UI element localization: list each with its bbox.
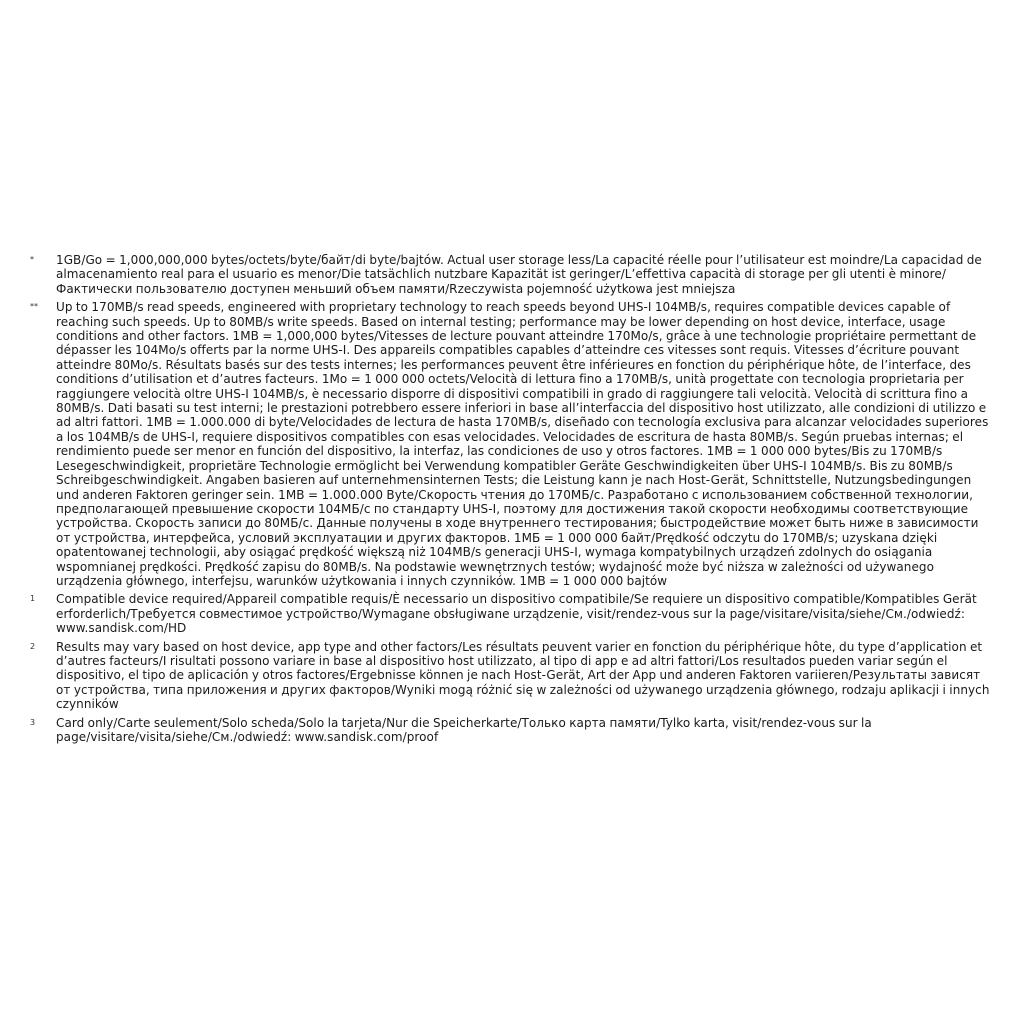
footnote-text: Up to 170MB/s read speeds, engineered with proprietary technology to reach speeds beyond UHS-I 104MB/s, requires compatible devices capable of reaching such speeds. Up to 80MB/s write speeds. Based on internal testing; performance may be lower depending on host device, interface, usage conditions and other factors. 1MB = 1,000,000 bytes/Vitesses de lecture pouvant atteindre 170Mo/s, grâce à une technologie propriétaire permettant de dépasser les 104Mo/s offerts par la norme UHS-I. Des appareils compatibles capables d’atteindre ces vitesses sont requis. Vitesses d’écriture pouvant atteindre 80Mo/s. Résultats basés sur des tests internes; les performances peuvent être inférieures en fonction du périphérique hôte, de l’interface, des conditions d’utilisation et d’autres facteurs. 1Mo = 1 000 000 octets/Velocità di lettura fino a 170MB/s, unità progettate con tecnologia proprietaria per raggiungere velocità oltre UHS-I 104MB/s, è necessario disporre di dispositivi compatibili in grado di raggiungere tali velocità. Velocità di scrittura fino a 80MB/s. Dati basati su test interni; le prestazioni potrebbero essere inferiori in base all’interfaccia del dispositivo host utilizzato, alle condizioni di utilizzo e ad altri fattori. 1MB = 1.000.000 di byte/Velocidades de lectura de hasta 170MB/s, diseñado con tecnología exclusiva para alcanzar velocidades superiores a los 104MB/s de UHS-I, requiere dispositivos compatibles con esas velocidades. Velocidades de escritura de hasta 80MB/s. Según pruebas internas; el rendimiento puede ser menor en función del dispositivo, la interfaz, las condiciones de uso y otros factores. 1MB = 1 000 000 bytes/Bis zu 170MB/s Lesegeschwindigkeit, proprietäre Technologie ermöglicht bei Verwendung kompatibler Geräte Geschwindigkeiten über UHS-I 104MB/s. Bis zu 80MB/s Schreibgeschwindigkeit. Angaben basieren auf unternehmensinternen Tests; die Leistung kann je nach Host-Gerät, Schnittstelle, Nutzungsbedingungen und anderen Faktoren geringer sein. 1MB = 1.000.000 Byte/Скорость чтения до 170МБ/с. Разработано с использованием собственной технологии, предполагающей превышение скорости 104МБ/с по стандарту UHS-I, поэтому для достижения такой скорости необходимы соответствующие устройства. Скорость записи до 80МБ/с. Данные получены в ходе внутреннего тестирования; быстродействие может быть ниже в зависимости от устройства, интерфейса, условий эксплуатации и других факторов. 1МБ = 1 000 000 байт/Prędkość odczytu do 170MB/s; uzyskana dzięki opatentowanej technologii, aby osiągać prędkość większą niż 104MB/s generacji UHS-I, wymaga kompatybilnych urządzeń zdolnych do osiągania wspomnianej prędkości. Prędkość zapisu do 80MB/s. Na podstawie wewnętrznych testów; wydajność może być niższa w zależności od używanego urządzenia głównego, interfejsu, warunków użytkowania i innych czynników. 1MB = 1 000 000 bajtów	[56, 300, 989, 588]
footnote-results-vary	[30, 640, 996, 712]
footnote-text: Results may vary based on host device, app type and other factors/Les résultats peuvent varier en fonction du périphérique hôte, du type d’application et d’autres facteurs/I risultati possono variare in base al dispositivo host utilizzato, al tipo di app e ad altri fattori/Los resultados pueden variar según el dispositivo, el tipo de aplicación y otros factores/Ergebnisse können je nach Host-Gerät, Art der App und anderen Faktoren variieren/Результаты зависят от устройства, типа приложения и других факторов/Wyniki mogą różnić się w zależności od używanego urządzenia głównego, rodzaju aplikacji i innych czynników	[56, 639, 990, 712]
footnote-text: Compatible device required/Appareil compatible requis/È necessario un dispositivo compatibile/Se requiere un dispositivo compatible/Kompatibles Gerät erforderlich/Требуется совместимое устройство/Wymagane obsługiwane urządzenie, visit/rendez-vous sur la page/visitare/visita/siehe/См./odwiedź: www.sandisk.com/HD	[56, 592, 977, 636]
footnotes-block	[30, 253, 996, 748]
footnote-card-only	[30, 716, 996, 745]
footnote-capacity	[30, 253, 996, 296]
footnote-mark: 1	[30, 594, 36, 604]
footnote-compatible-device	[30, 592, 996, 635]
footnote-text: Card only/Carte seulement/Solo scheda/Solo la tarjeta/Nur die Speicherkarte/Только карта памяти/Tylko karta, visit/rendez-vous sur la page/visitare/visita/siehe/См./odwiedź: www.sandisk.com/proof	[56, 715, 872, 744]
footnote-speed	[30, 300, 996, 588]
footnote-mark: 2	[30, 641, 36, 651]
footnote-mark: **	[30, 302, 38, 312]
footnote-mark: 3	[30, 717, 36, 727]
footnote-mark: *	[30, 255, 34, 264]
footnote-text: 1GB/Go = 1,000,000,000 bytes/octets/byte/байт/di byte/bajtów. Actual user storage less/La capacité réelle pour l’utilisateur est moindre/La capacidad de almacenamiento real para el usuario es menor/Die tatsächlich nutzbare Kapazität ist geringer/L’effettiva capacità di storage per gli utenti è minore/Фактически пользователю доступен меньший объем памяти/Rzeczywista pojemność użytkowa jest mniejsza	[56, 253, 982, 296]
